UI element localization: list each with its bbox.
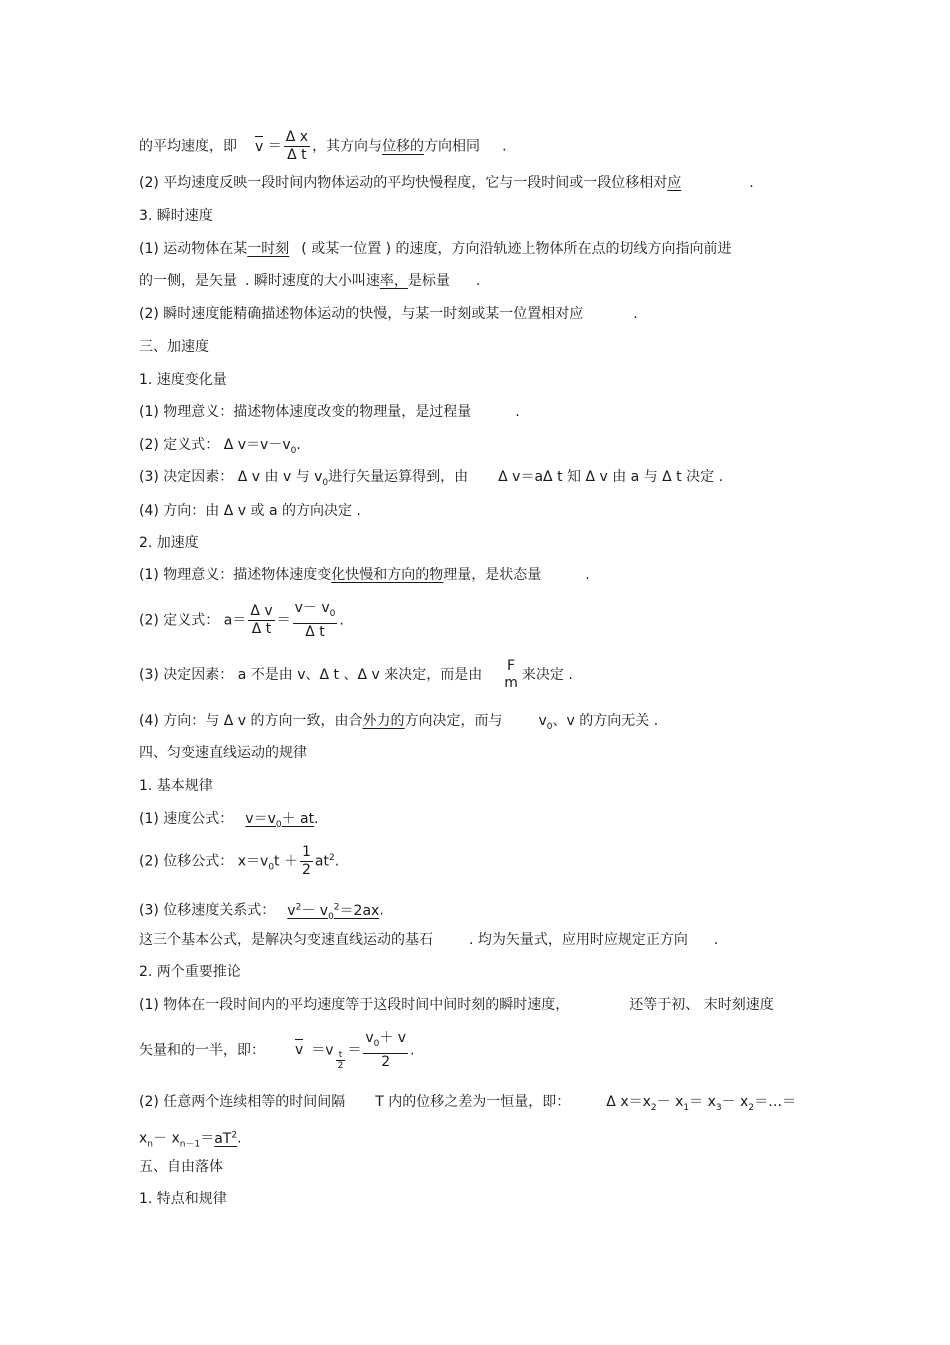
text: (2) 定义式： a＝ [139, 612, 247, 629]
paragraph-line [139, 658, 573, 692]
text: ，其方向与 [312, 138, 383, 155]
text: . [713, 932, 719, 948]
numerator: Δ x [285, 129, 309, 145]
underlined-answer: 外力的 [362, 713, 405, 729]
paragraph-line [139, 436, 301, 460]
underlined-answer: 率， [379, 273, 408, 289]
text: ＝ [276, 612, 291, 629]
subscript: 0 [373, 1038, 380, 1049]
paragraph-line [139, 996, 774, 1014]
text: Δ v＝aΔ t 知 Δ v 由 a 与 Δ t 决定 . [498, 469, 724, 485]
numerator: t [336, 1050, 346, 1061]
text: (3) 决定因素： a 不是由 v、Δ t 、Δ v 来决定，而是由 [139, 667, 483, 683]
text: . [749, 175, 754, 191]
subscript: 1 [683, 1102, 690, 1113]
text: (3) 位移速度关系式： [139, 902, 276, 919]
fraction-dv-dt [248, 603, 274, 638]
text: . 瞬时速度的大小叫速 [245, 273, 380, 289]
subscript: 2 [650, 1102, 657, 1113]
text: (2) 定义式： Δ v＝v－v [139, 437, 291, 453]
text: t ＋ [274, 853, 298, 870]
section-heading: 四、匀变速直线运动的规律 [139, 745, 307, 761]
paragraph-line [139, 305, 638, 323]
underlined-answer [287, 902, 380, 922]
superscript: 2 [231, 1130, 238, 1140]
paragraph-line [139, 931, 718, 949]
text: v [365, 1030, 374, 1046]
text: － x [153, 1130, 180, 1147]
subscript: 2 [748, 1102, 755, 1113]
fraction-one-half [300, 844, 313, 879]
text: ＋ at [281, 811, 315, 827]
subscript: 0 [329, 608, 336, 619]
section-heading: 三、加速度 [139, 339, 209, 355]
text: 方向相同 [424, 138, 481, 155]
text: (2) 瞬时速度能精确描述物体运动的快慢，与某一时刻或某一位置相对应 [139, 306, 584, 322]
fraction-dx-dt [284, 129, 310, 164]
text: . 均为矢量式，应用时应规定正方向 [469, 932, 688, 948]
superscript: 2 [333, 902, 340, 912]
text: 还等于初、 末时刻速度 [629, 997, 774, 1013]
subscript: 0 [275, 819, 282, 830]
text: v [538, 713, 547, 729]
v-bar: v [295, 1039, 303, 1059]
paragraph-line [139, 240, 732, 258]
text: . [379, 902, 384, 919]
text: ＋ v [379, 1030, 407, 1046]
text: 进行矢量运算得到，由 [328, 469, 469, 485]
text: Δ x＝x [606, 1094, 651, 1110]
text: . [410, 1042, 415, 1059]
subscript-t-over-2 [336, 1050, 346, 1071]
mean-velocity-line [139, 1030, 415, 1071]
numerator: 1 [302, 844, 311, 860]
denominator: Δ t [305, 623, 325, 640]
subscript: 3 [715, 1102, 722, 1113]
text: v＝v [245, 811, 276, 827]
numerator: F [507, 658, 516, 674]
text: (3) 决定因素： Δ v 由 v 与 v [139, 469, 323, 485]
text: (4) 方向：与 Δ v 的方向一致，由合 [139, 713, 363, 729]
numerator: Δ v [250, 602, 273, 619]
superscript: 2 [329, 852, 335, 863]
section-heading: 五、自由落体 [139, 1159, 223, 1175]
text: 来决定 . [521, 667, 573, 683]
text: . [633, 306, 638, 322]
text: ( 或某一位置 ) 的速度，方向沿轨迹上物体所在点的切线方向指向前进 [301, 241, 732, 257]
text: . [296, 437, 301, 453]
displacement-formula-line [139, 844, 339, 879]
fraction-v-minus-v0 [293, 600, 338, 641]
text: ＝ [200, 1130, 215, 1147]
section-heading: 1. 基本规律 [139, 778, 213, 794]
velocity-formula-line [139, 810, 319, 834]
subscript: n－1 [179, 1139, 201, 1150]
fraction-f-m [502, 658, 520, 692]
denominator: 2 [381, 1053, 391, 1070]
text: (2) 位移公式： x＝v [139, 853, 269, 870]
acceleration-definition-line [139, 600, 344, 641]
paragraph-line [139, 1093, 796, 1117]
subscript: 0 [546, 721, 553, 732]
subscript: n [147, 1139, 154, 1150]
text: (1) 物体在一段时间内的平均速度等于这段时间中间时刻的瞬时速度， [139, 997, 570, 1013]
paragraph-line [139, 468, 723, 492]
denominator: Δ t [251, 620, 272, 637]
denominator: 2 [337, 1061, 344, 1072]
avg-velocity-formula-line [139, 129, 507, 164]
underlined-answer [214, 1131, 237, 1147]
denominator: 2 [302, 862, 311, 878]
denominator: m [504, 675, 518, 691]
subscript: 0 [322, 477, 329, 488]
velocity-displacement-line [139, 898, 384, 925]
text: . [314, 811, 319, 827]
superscript: 2 [295, 902, 302, 912]
text: 理量，是状态量 [443, 567, 542, 583]
text: . [475, 273, 481, 289]
text: 的平均速度，即 [139, 138, 237, 155]
text: 方向决定，而与 [404, 713, 503, 729]
text: aT [214, 1130, 232, 1147]
paragraph-line: (4) 方向：由 Δ v 或 a 的方向决定 . [139, 503, 361, 519]
underlined-answer: 化快慢和方向的物 [331, 567, 444, 583]
section-heading: 3. 瞬时速度 [139, 208, 213, 224]
subscript: 0 [328, 911, 334, 922]
fraction-v0-plus-v [363, 1030, 408, 1071]
paragraph-line [139, 566, 590, 584]
section-heading: 2. 两个重要推论 [139, 964, 241, 980]
text: (1) 速度公式： [139, 811, 234, 827]
subscript: 0 [290, 445, 297, 456]
text: － x [656, 1094, 684, 1110]
text: 的一侧，是矢量 [139, 273, 237, 289]
text: (2) 平均速度反映一段时间内物体运动的平均快慢程度，它与一段时间或一段位移相对 [139, 175, 668, 191]
text: at [314, 853, 329, 870]
text: ＝2ax [339, 902, 380, 919]
underlined-answer [245, 811, 315, 830]
text: (1) 运动物体在某 [139, 241, 248, 257]
paragraph-line [139, 712, 658, 736]
subscript: 0 [268, 862, 275, 873]
text: (1) 物理意义：描述物体速度变 [139, 567, 332, 583]
text: ＝ [267, 138, 282, 155]
section-heading: 2. 加速度 [139, 535, 199, 551]
denominator: Δ t [287, 147, 307, 163]
paragraph-line [139, 403, 520, 421]
underlined-answer: 位移的 [382, 138, 425, 155]
text: v [287, 902, 296, 919]
section-heading: 1. 速度变化量 [139, 372, 227, 388]
text: ＝ [347, 1042, 362, 1059]
v-bar: v [255, 136, 263, 156]
underlined-answer: 应 [667, 175, 682, 191]
text: － x [721, 1094, 749, 1110]
text: (1) 物理意义：描述物体速度改变的物理量，是过程量 [139, 404, 472, 420]
section-heading: 1. 特点和规律 [139, 1191, 227, 1207]
text: . [585, 567, 590, 583]
text: v－ v [294, 600, 330, 616]
text: － v [301, 902, 329, 919]
text: . [502, 138, 507, 155]
text: . [334, 853, 340, 870]
text: . [515, 404, 520, 420]
numerator [363, 1030, 408, 1054]
text: 矢量和的一半，即： [139, 1042, 265, 1059]
text: 是标量 [407, 273, 450, 289]
text: ＝v [311, 1042, 334, 1059]
text: 、v 的方向无关 . [552, 713, 659, 729]
text: x [139, 1130, 148, 1147]
underlined-answer: 一时刻 [247, 241, 290, 257]
paragraph-line [139, 174, 754, 192]
text: (2) 任意两个连续相等的时间间隔 [139, 1094, 346, 1110]
paragraph-line [139, 272, 480, 290]
paragraph-line [139, 1126, 242, 1153]
numerator [293, 600, 338, 624]
text: . [237, 1130, 242, 1147]
text: ＝ x [689, 1094, 716, 1110]
text: ＝…＝ [754, 1094, 797, 1110]
text: 这三个基本公式，是解决匀变速直线运动的基石 [139, 932, 433, 948]
text: . [339, 612, 344, 629]
text: T 内的位移之差为一恒量，即： [375, 1094, 571, 1110]
